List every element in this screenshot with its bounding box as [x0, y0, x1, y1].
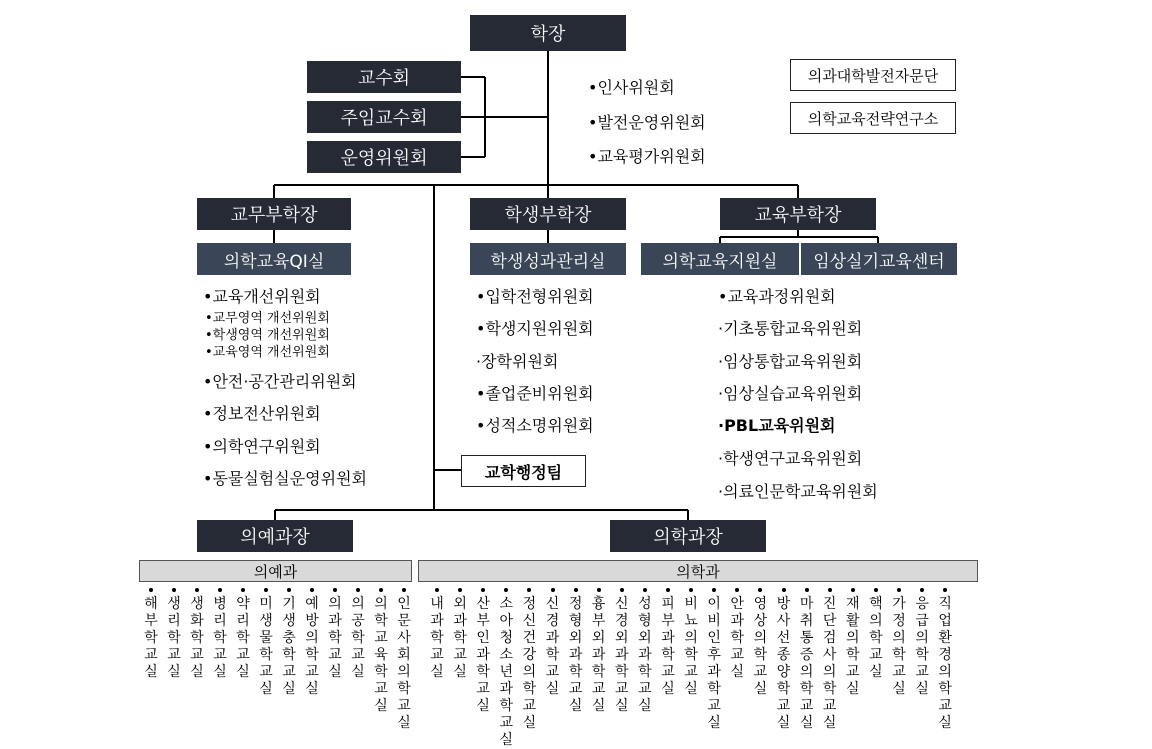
department-med-5: 신 경 과 학 교 실: [545, 596, 560, 697]
department-med-2: 산 부 인 과 학 교 실: [476, 596, 490, 714]
department-med-17: 진 단 검 사 의 학 교 실: [822, 596, 837, 731]
committee-student-support: •학생지원위원회: [476, 319, 594, 338]
committee-education-improvement: •교육개선위원회: [203, 287, 321, 306]
qi-office-box: 의학교육QI실: [197, 243, 351, 275]
department-premed-8: 의 과 학 교 실: [328, 596, 342, 680]
committee-basic-integrated: ·기초통합교육위원회: [718, 319, 863, 338]
department-med-21: 응 급 의 학 교 실: [915, 596, 929, 697]
committee-student-research: ·학생연구교육위원회: [718, 449, 863, 468]
department-med-6: 정 형 외 과 학 교 실: [568, 596, 583, 714]
student-performance-office-box: 학생성과관리실: [470, 243, 626, 275]
department-med-7: 흉 부 외 과 학 교 실: [591, 596, 606, 714]
premed-head-box: 의예과장: [197, 520, 353, 552]
department-med-11: 비 뇨 의 학 교 실: [684, 596, 698, 697]
committee-admission: •입학전형위원회: [476, 287, 594, 306]
department-med-20: 가 정 의 학 교 실: [892, 596, 906, 697]
department-med-19: 핵 의 학 교 실: [869, 596, 883, 680]
department-premed-0: 해 부 학 교 실: [144, 596, 158, 680]
committee-curriculum: •교육과정위원회: [718, 287, 836, 306]
department-premed-6: 기 생 충 학 교 실: [282, 596, 296, 697]
department-premed-1: 생 리 학 교 실: [167, 596, 181, 680]
department-med-14: 영 상 의 학 교 실: [753, 596, 768, 697]
dean-committee-evaluation: •교육평가위원회: [588, 147, 706, 166]
department-med-3: 소 아 청 소 년 과 학 교 실: [499, 596, 514, 748]
department-med-0: 내 과 학 교 실: [430, 596, 444, 680]
faculty-council-box: 교수회: [307, 61, 461, 93]
clinical-skills-center-box: 임상실기교육센터: [801, 243, 957, 275]
department-premed-11: 인 문 사 회 의 학 교 실: [397, 596, 411, 731]
committee-safety-space: •안전·공간관리위원회: [203, 372, 357, 391]
med-head-box: 의학과장: [610, 520, 766, 552]
committee-scholarship: ·장학위원회: [476, 352, 559, 371]
department-premed-5: 미 생 물 학 교 실: [259, 596, 273, 697]
department-med-13: 안 과 학 교 실: [730, 596, 745, 680]
dean-committee-personnel: •인사위원회: [588, 78, 675, 97]
department-med-10: 피 부 과 학 교 실: [661, 596, 675, 697]
admin-team-box: 교학행정팀: [461, 455, 586, 487]
department-premed-7: 예 방 의 학 교 실: [305, 596, 319, 697]
committee-information: •정보전산위원회: [203, 404, 321, 423]
committee-medical-humanities: ·의료인문학교육위원회: [718, 482, 878, 501]
committee-graduation: •졸업준비위원회: [476, 384, 594, 403]
committee-pbl: ·PBL교육위원회: [718, 416, 836, 435]
department-med-4: 정 신 건 강 의 학 교 실: [522, 596, 537, 731]
department-med-1: 외 과 학 교 실: [453, 596, 467, 680]
department-premed-4: 약 리 학 교 실: [236, 596, 250, 680]
vice-dean-student-box: 학생부학장: [470, 198, 626, 230]
department-med-9: 성 형 외 과 학 교 실: [638, 596, 652, 714]
steering-committee-box: 운영위원회: [307, 141, 461, 173]
committee-education-area: •교육영역 개선위원회: [205, 345, 330, 360]
vice-dean-academic-box: 교무부학장: [197, 198, 351, 230]
department-med-16: 마 취 통 증 의 학 교 실: [799, 596, 814, 731]
department-med-15: 방 사 선 종 양 학 교 실: [776, 596, 791, 731]
department-med-8: 신 경 외 과 학 교 실: [615, 596, 629, 714]
education-support-office-box: 의학교육지원실: [641, 243, 799, 275]
department-premed-10: 의 학 교 육 학 교 실: [374, 596, 388, 714]
department-med-18: 재 활 의 학 교 실: [846, 596, 860, 697]
committee-academic-area: •교무영역 개선위원회: [205, 311, 330, 326]
advisory-board-box: 의과대학발전자문단: [790, 59, 956, 91]
department-premed-9: 의 공 학 교 실: [351, 596, 365, 680]
committee-animal-lab: •동물실험실운영위원회: [203, 469, 367, 488]
department-med-22: 직 업 환 경 의 학 교 실: [938, 596, 952, 731]
committee-grade-appeal: •성적소명위원회: [476, 416, 594, 435]
committee-medical-research: •의학연구위원회: [203, 437, 321, 456]
committee-student-area: •학생영역 개선위원회: [205, 328, 330, 343]
vice-dean-education-box: 교육부학장: [720, 198, 876, 230]
premed-band: 의예과: [139, 560, 412, 582]
department-premed-3: 병 리 학 교 실: [213, 596, 227, 680]
dean-committee-development: •발전운영위원회: [588, 113, 706, 132]
chief-professor-council-box: 주임교수회: [307, 101, 461, 133]
dean-box: 학장: [470, 15, 626, 51]
med-band: 의학과: [418, 560, 978, 582]
department-premed-2: 생 화 학 교 실: [190, 596, 204, 680]
committee-clinical-integrated: ·임상통합교육위원회: [718, 352, 863, 371]
strategy-institute-box: 의학교육전략연구소: [790, 102, 956, 134]
committee-clinical-practice: ·임상실습교육위원회: [718, 384, 863, 403]
department-med-12: 이 비 인 후 과 학 교 실: [707, 596, 721, 731]
